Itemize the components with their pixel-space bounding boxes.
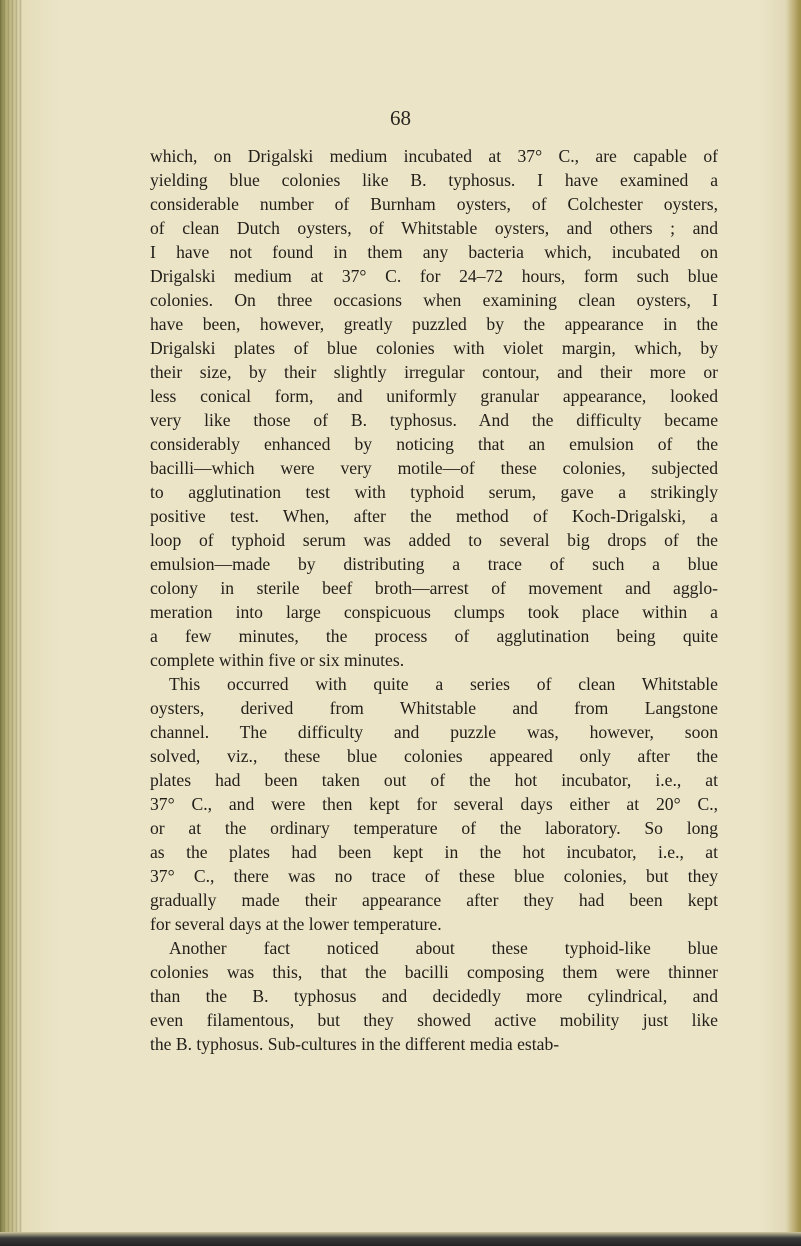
text-line: a few minutes, the process of agglutination being quite <box>150 626 718 646</box>
text-line: complete within five or six minutes. <box>150 650 405 670</box>
text-line: channel. The difficulty and puzzle was, however, soon <box>150 722 718 742</box>
text-line: their size, by their slightly irregular contour, and their more or <box>150 362 718 382</box>
body-text <box>150 144 718 1056</box>
text-line: have been, however, greatly puzzled by the appearance in the <box>150 314 718 334</box>
text-line: 37° C., and were then kept for several days either at 20° C., <box>150 794 718 814</box>
text-line: Another fact noticed about these typhoid-like blue <box>169 938 718 958</box>
text-line: Drigalski plates of blue colonies with violet margin, which, by <box>150 338 718 358</box>
paragraph <box>150 936 718 1056</box>
text-line: considerably enhanced by noticing that an emulsion of the <box>150 434 718 454</box>
text-line: or at the ordinary temperature of the laboratory. So long <box>150 818 718 838</box>
text-line: considerable number of Burnham oysters, of Colchester oysters, <box>150 194 718 214</box>
text-line: which, on Drigalski medium incubated at 37° C., are capable of <box>150 146 718 166</box>
text-line: I have not found in them any bacteria which, incubated on <box>150 242 718 262</box>
text-line: than the B. typhosus and decidedly more cylindrical, and <box>150 986 718 1006</box>
text-line: colonies was this, that the bacilli composing them were thinner <box>150 962 718 982</box>
book-gutter <box>0 0 22 1246</box>
text-line: even filamentous, but they showed active mobility just like <box>150 1010 718 1030</box>
text-line: positive test. When, after the method of Koch-Drigalski, a <box>150 506 718 526</box>
text-line: This occurred with quite a series of clean Whitstable <box>169 674 718 694</box>
paragraph <box>150 672 718 936</box>
text-line: solved, viz., these blue colonies appeared only after the <box>150 746 718 766</box>
text-line: the B. typhosus. Sub-cultures in the different media estab- <box>150 1034 560 1054</box>
text-line: colony in sterile beef broth—arrest of movement and agglo- <box>150 578 718 598</box>
text-line: plates had been taken out of the hot incubator, i.e., at <box>150 770 718 790</box>
page-number: 68 <box>390 106 411 130</box>
text-line: bacilli—which were very motile—of these colonies, subjected <box>150 458 718 478</box>
text-line: oysters, derived from Whitstable and from Langstone <box>150 698 718 718</box>
text-line: Drigalski medium at 37° C. for 24–72 hours, form such blue <box>150 266 718 286</box>
text-line: to agglutination test with typhoid serum, gave a strikingly <box>150 482 718 502</box>
text-line: meration into large conspicuous clumps took place within a <box>150 602 718 622</box>
text-line: very like those of B. typhosus. And the difficulty became <box>150 410 718 430</box>
text-line: of clean Dutch oysters, of Whitstable oysters, and others ; and <box>150 218 718 238</box>
text-line: less conical form, and uniformly granular appearance, looked <box>150 386 718 406</box>
paragraph <box>150 144 718 672</box>
text-line: loop of typhoid serum was added to several big drops of the <box>150 530 718 550</box>
scanner-edge <box>0 1232 801 1246</box>
page-edge <box>787 0 801 1246</box>
text-line: gradually made their appearance after they had been kept <box>150 890 718 910</box>
text-line: colonies. On three occasions when examining clean oysters, I <box>150 290 718 310</box>
text-line: as the plates had been kept in the hot incubator, i.e., at <box>150 842 718 862</box>
text-line: for several days at the lower temperature. <box>150 914 442 934</box>
text-line: 37° C., there was no trace of these blue colonies, but they <box>150 866 718 886</box>
text-line: yielding blue colonies like B. typhosus. I have examined a <box>150 170 718 190</box>
text-line: emulsion—made by distributing a trace of such a blue <box>150 554 718 574</box>
